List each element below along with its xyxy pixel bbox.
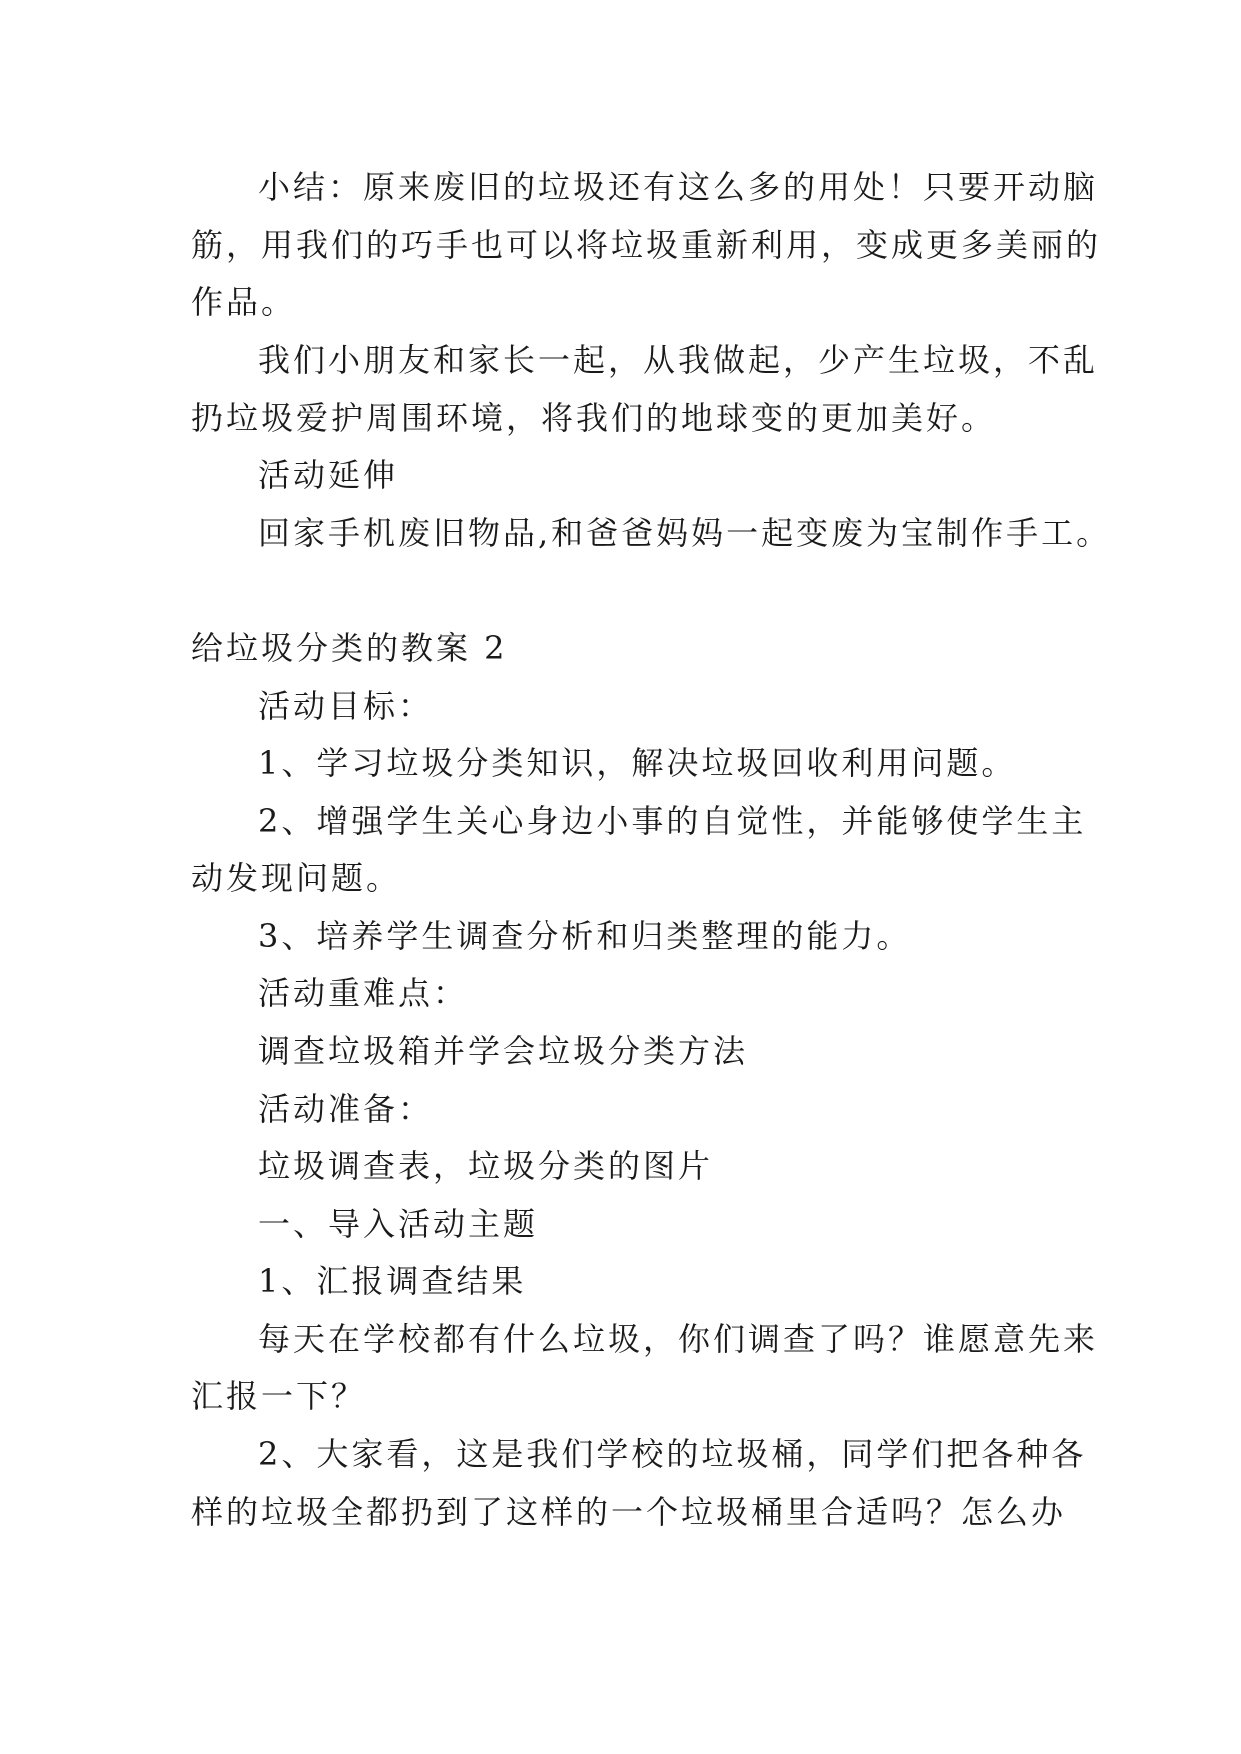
list-item-continuation: 样的垃圾全都扔到了这样的一个垃圾桶里合适吗？怎么办	[191, 1493, 1067, 1531]
list-item-continuation: 动发现问题。	[191, 859, 402, 897]
list-item: 3、培养学生调查分析和归类整理的能力。	[258, 917, 912, 955]
list-item: 2、大家看，这是我们学校的垃圾桶，同学们把各种各	[258, 1435, 1087, 1473]
section-heading: 活动准备：	[258, 1090, 434, 1128]
paragraph-line: 调查垃圾箱并学会垃圾分类方法	[258, 1032, 749, 1070]
list-item: 2、增强学生关心身边小事的自觉性，并能够使学生主	[258, 802, 1087, 840]
paragraph-line: 筋，用我们的巧手也可以将垃圾重新利用，变成更多美丽的	[191, 226, 1102, 264]
document-title: 给垃圾分类的教案 2	[191, 629, 508, 667]
paragraph-line: 小结：原来废旧的垃圾还有这么多的用处！只要开动脑	[258, 168, 1099, 206]
list-item: 1、汇报调查结果	[258, 1262, 527, 1300]
list-item: 1、学习垃圾分类知识，解决垃圾回收利用问题。	[258, 744, 1017, 782]
paragraph-line: 回家手机废旧物品,和爸爸妈妈一起变废为宝制作手工。	[258, 514, 1112, 552]
section-heading: 活动延伸	[258, 456, 399, 494]
paragraph-line: 作品。	[191, 283, 297, 321]
paragraph-line: 扔垃圾爱护周围环境，将我们的地球变的更加美好。	[191, 399, 997, 437]
paragraph-line: 我们小朋友和家长一起，从我做起，少产生垃圾，不乱	[258, 341, 1099, 379]
paragraph-line: 汇报一下？	[191, 1377, 367, 1415]
paragraph-line: 垃圾调查表，垃圾分类的图片	[258, 1147, 714, 1185]
section-heading: 活动重难点：	[258, 974, 469, 1012]
section-heading: 一、导入活动主题	[258, 1205, 539, 1243]
section-heading: 活动目标：	[258, 687, 434, 725]
paragraph-line: 每天在学校都有什么垃圾，你们调查了吗？谁愿意先来	[258, 1320, 1099, 1358]
